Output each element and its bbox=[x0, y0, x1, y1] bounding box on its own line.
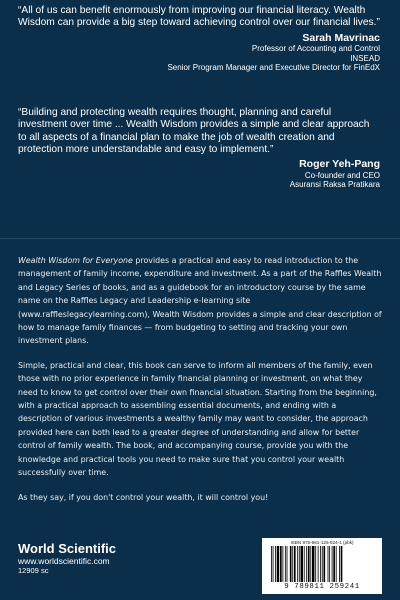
description-paragraph-2: Simple, practical and clear, this book can serve to inform all members of the family, even those with no prior experience in family financial planning or investment, on what they need to know to get control over their own financial situation. Starting from the beginning, with a practical approach to assembling essential documents, and ending with a description of various investments a wealthy family may want to consider, the approach provided here can both lead to a greater degree of understanding and allow for better control of family wealth. The book, and accompanying course, provide you with the knowledge and practical tools you need to make sure that you control your wealth successfully over time. bbox=[18, 360, 377, 478]
catalog-code: 12909 sc bbox=[18, 566, 49, 575]
barcode-bar bbox=[315, 546, 316, 582]
endorsement-text: “Building and protecting wealth requires thought, planning and careful investment over time ... Wealth Wisdom provides a simple and clear approach to all aspects of a financial plan to make the job of wealth creation and protection more understandable and easy to implement.” bbox=[18, 107, 370, 155]
endorser-title: Professor of Accounting and Control bbox=[251, 44, 380, 54]
barcode-bar bbox=[301, 546, 303, 582]
barcode-bar bbox=[277, 546, 279, 582]
barcode-bar bbox=[292, 546, 293, 582]
barcode-bar bbox=[339, 546, 340, 582]
barcode-bar bbox=[299, 546, 300, 582]
barcode-bar bbox=[336, 546, 337, 582]
barcode-bar bbox=[318, 546, 319, 582]
barcode-bar bbox=[304, 546, 305, 582]
isbn-label: ISBN 978-981-125-924-1 (pbk) bbox=[290, 540, 354, 545]
endorsement-1 bbox=[18, 5, 380, 73]
barcode-bar bbox=[329, 546, 330, 582]
barcode-bar bbox=[271, 546, 272, 582]
barcode bbox=[262, 538, 382, 594]
barcode-bar bbox=[280, 546, 282, 582]
publisher-name: World Scientific bbox=[18, 541, 116, 556]
barcode-bar bbox=[310, 546, 311, 582]
barcode-bar bbox=[320, 546, 321, 582]
endorsement-attribution bbox=[18, 158, 380, 190]
barcode-bar bbox=[290, 546, 292, 582]
endorsement-text: “All of us can benefit enormously from improving our financial literacy. Wealth Wisdom can provide a big step toward achieving control over our financial lives.” bbox=[18, 5, 380, 29]
barcode-bar bbox=[312, 546, 314, 582]
barcode-bar bbox=[341, 546, 343, 582]
barcode-bar bbox=[333, 546, 335, 582]
barcode-bar bbox=[273, 546, 274, 582]
publisher-block bbox=[18, 541, 116, 575]
description-paragraph-3: As they say, if you don't control your wealth, it will control you! bbox=[18, 492, 269, 502]
endorser-affiliation: INSEAD bbox=[350, 53, 380, 63]
book-title: Wealth Wisdom for Everyone bbox=[18, 256, 133, 265]
description-paragraph-1 bbox=[18, 254, 382, 348]
barcode-bar bbox=[282, 546, 283, 582]
barcode-bar bbox=[275, 546, 276, 582]
barcode-bar bbox=[294, 546, 296, 582]
endorser-name: Roger Yeh-Pang bbox=[299, 158, 380, 171]
section-divider bbox=[0, 238, 400, 239]
barcode-bar bbox=[285, 546, 286, 582]
publisher-url: www.worldscientific.com bbox=[18, 556, 110, 566]
barcode-bar bbox=[306, 546, 307, 582]
endorsements bbox=[0, 0, 400, 232]
book-description bbox=[18, 254, 382, 515]
barcode-bar bbox=[308, 546, 310, 582]
barcode-bar bbox=[297, 546, 298, 582]
description-text: provides a practical and easy to read introduction to the management of family income, expenditure and investment. As a part of the Raffles Wealth and Legacy Series of books, and as a guidebook for an introductory course by the same name on the Raffles Legacy and Leadership e-learning site (www.raffleslegacylearning.com), Wealth Wisdom provides a simple and clear description of how to manage family finances — from budgeting to setting and tracking your own investment plans. bbox=[18, 256, 382, 346]
barcode-bar bbox=[322, 546, 323, 582]
barcode-bar bbox=[323, 546, 325, 582]
endorser-title: Co-founder and CEO bbox=[304, 170, 380, 180]
endorser-name: Sarah Mavrinac bbox=[302, 31, 380, 44]
endorsement-attribution bbox=[18, 32, 380, 73]
endorsement-2 bbox=[18, 107, 380, 190]
barcode-bar bbox=[332, 546, 333, 582]
endorser-affiliation: Asuransi Raksa Pratikara bbox=[289, 180, 380, 190]
barcode-bar bbox=[287, 546, 288, 582]
barcode-digits: 9 789811 259241 bbox=[284, 583, 360, 591]
endorser-role: Senior Program Manager and Executive Director for FinEdX bbox=[167, 63, 380, 73]
barcode-bar bbox=[328, 546, 329, 582]
barcode-bars bbox=[270, 546, 374, 582]
